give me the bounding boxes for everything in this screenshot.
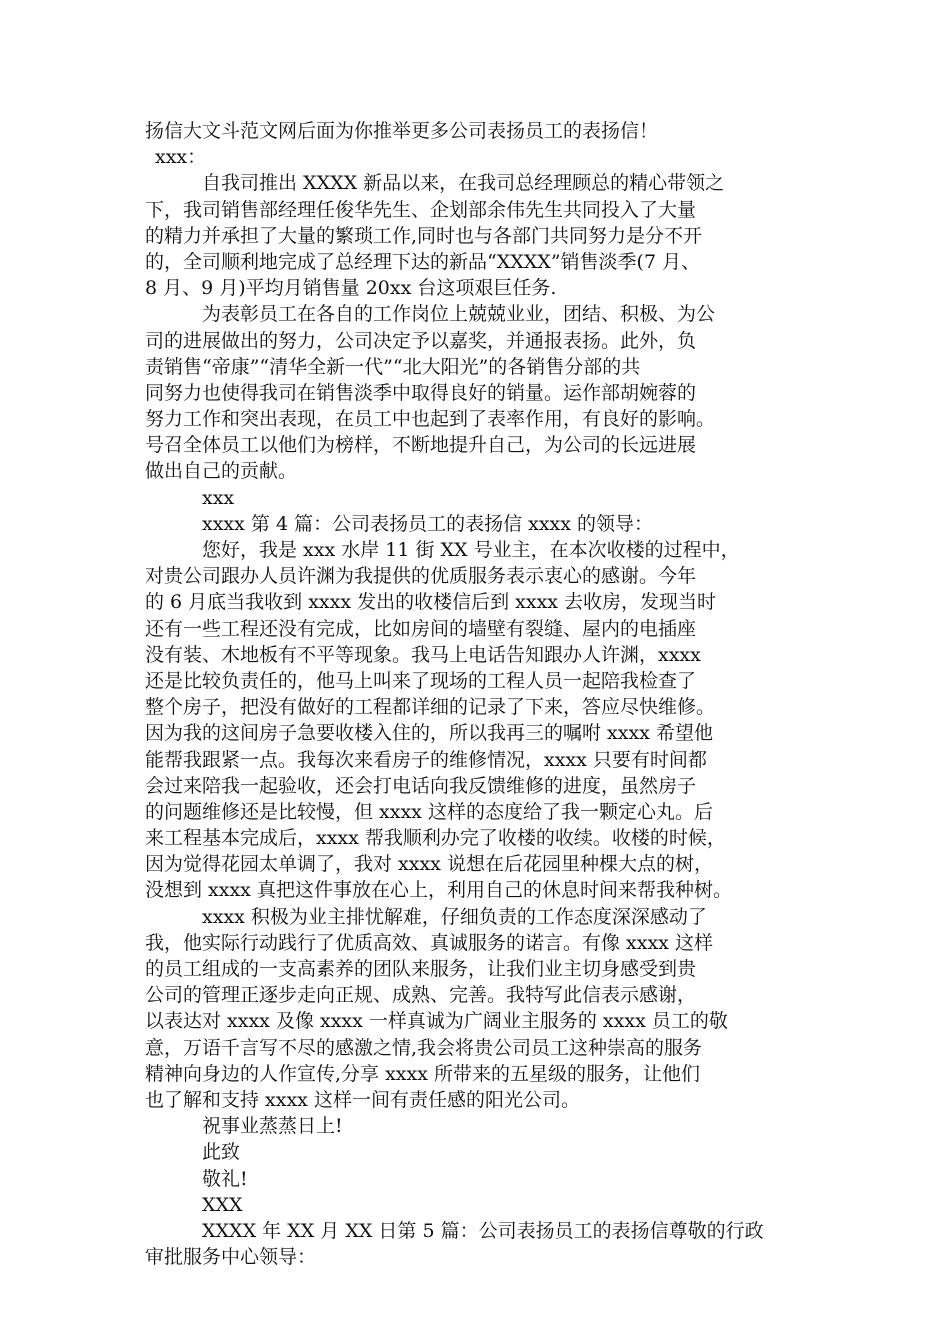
text-line: 8 月、9 月)平均月销售量 20xx 台这项艰巨任务. [145, 277, 557, 300]
text-line: 敬礼! [202, 1167, 248, 1190]
text-line: 没想到 xxxx 真把这件事放在心上，利用自己的休息时间来帮我种树。 [145, 879, 732, 902]
text-line: 因为觉得花园太单调了，我对 xxxx 说想在后花园里种棵大点的树， [145, 853, 713, 876]
text-line: 没有装、木地板有不平等现象。我马上电话告知跟办人许渊，xxxx [145, 643, 701, 666]
text-line: XXXX 年 XX 月 XX 日第 5 篇：公司表扬员工的表扬信尊敬的行政 [202, 1219, 764, 1242]
text-line: 意，万语千言写不尽的感激之情,我会将贵公司员工这种崇高的服务 [145, 1036, 703, 1059]
text-line: 还有一些工程还没有完成，比如房间的墙壁有裂缝、屋内的电插座 [145, 617, 697, 640]
text-line: XXX [202, 1193, 243, 1216]
text-line: 审批服务中心领导： [145, 1246, 317, 1269]
text-line: 祝事业蒸蒸日上! [202, 1115, 343, 1138]
text-line: 也了解和支持 xxxx 这样一间有责任感的阳光公司。 [145, 1088, 580, 1111]
text-line: 对贵公司跟办人员许渊为我提供的优质服务表示衷心的感谢。今年 [145, 565, 697, 588]
text-line: 会过来陪我一起验收，还会打电话向我反馈维修的进度，虽然房子 [145, 774, 697, 797]
text-line: 责销售“帝康”“清华全新一代”“北大阳光”的各销售分部的共 [145, 355, 641, 378]
text-line: 扬信大文斗范文网后面为你推举更多公司表扬员工的表扬信！ [145, 120, 659, 142]
text-line: 的，全司顺利地完成了总经理下达的新品“XXXX”销售淡季(7 月、 [145, 250, 701, 273]
text-line: 的 6 月底当我收到 xxxx 发出的收楼信后到 xxxx 去收房，发现当时 [145, 591, 717, 614]
text-line: xxxx 积极为业主排忧解难，仔细负责的工作态度深深感动了 [202, 905, 707, 928]
text-line: 整个房子，把没有做好的工程都详细的记录了下来，答应尽快维修。 [145, 696, 716, 719]
text-line: 做出自己的贡献。 [145, 460, 298, 483]
text-line: 您好，我是 xxx 水岸 11 街 XX 号业主，在本次收楼的过程中， [202, 539, 740, 561]
text-line: 此致 [202, 1141, 241, 1164]
text-line: 的精力并承担了大量的繁琐工作,同时也与各部门共同努力是分不开 [145, 224, 703, 247]
text-line: 还是比较负责任的，他马上叫来了现场的工程人员一起陪我检查了 [145, 669, 697, 692]
text-line: 以表达对 xxxx 及像 xxxx 一样真诚为广阔业主服务的 xxxx 员工的敬 [145, 1010, 728, 1033]
text-line: 能帮我跟紧一点。我每次来看房子的维修情况，xxxx 只要有时间都 [145, 748, 707, 771]
text-line: xxxx 第 4 篇：公司表扬员工的表扬信 xxxx 的领导： [202, 512, 654, 535]
text-line: xxx [202, 486, 235, 509]
text-line: 自我司推出 XXXX 新品以来，在我司总经理顾总的精心带领之 [202, 172, 725, 195]
text-line: 同努力也使得我司在销售淡季中取得良好的销量。运作部胡婉蓉的 [145, 381, 697, 404]
text-line: xxx： [155, 146, 207, 169]
text-line: 的问题维修还是比较慢，但 xxxx 这样的态度给了我一颗定心丸。后 [145, 800, 713, 823]
text-line: 我，他实际行动践行了优质高效、真诚服务的诺言。有像 xxxx 这样 [145, 931, 713, 954]
text-line: 号召全体员工以他们为榜样，不断地提升自己，为公司的长远进展 [145, 434, 697, 457]
text-line: 因为我的这间房子急要收楼入住的，所以我再三的嘱咐 xxxx 希望他 [145, 722, 713, 745]
text-line: 下，我司销售部经理任俊华先生、企划部余伟先生共同投入了大量 [145, 198, 697, 221]
text-line: 司的进展做出的努力，公司决定予以嘉奖，并通报表扬。此外，负 [145, 329, 697, 352]
text-line: 努力工作和突出表现，在员工中也起到了表率作用，有良好的影响。 [145, 408, 716, 431]
document-body [145, 118, 810, 1270]
text-line: 公司的管理正逐步走向正规、成熟、完善。我特写此信表示感谢， [145, 984, 697, 1007]
text-line: 来工程基本完成后，xxxx 帮我顺利办完了收楼的收续。收楼的时候， [145, 827, 726, 850]
text-line: 精神向身边的人作宣传,分享 xxxx 所带来的五星级的服务，让他们 [145, 1062, 700, 1085]
text-line: 为表彰员工在各自的工作岗位上兢兢业业，团结、积极、为公 [202, 303, 716, 326]
text-line: 的员工组成的一支高素养的团队来服务，让我们业主切身感受到贵 [145, 958, 697, 980]
